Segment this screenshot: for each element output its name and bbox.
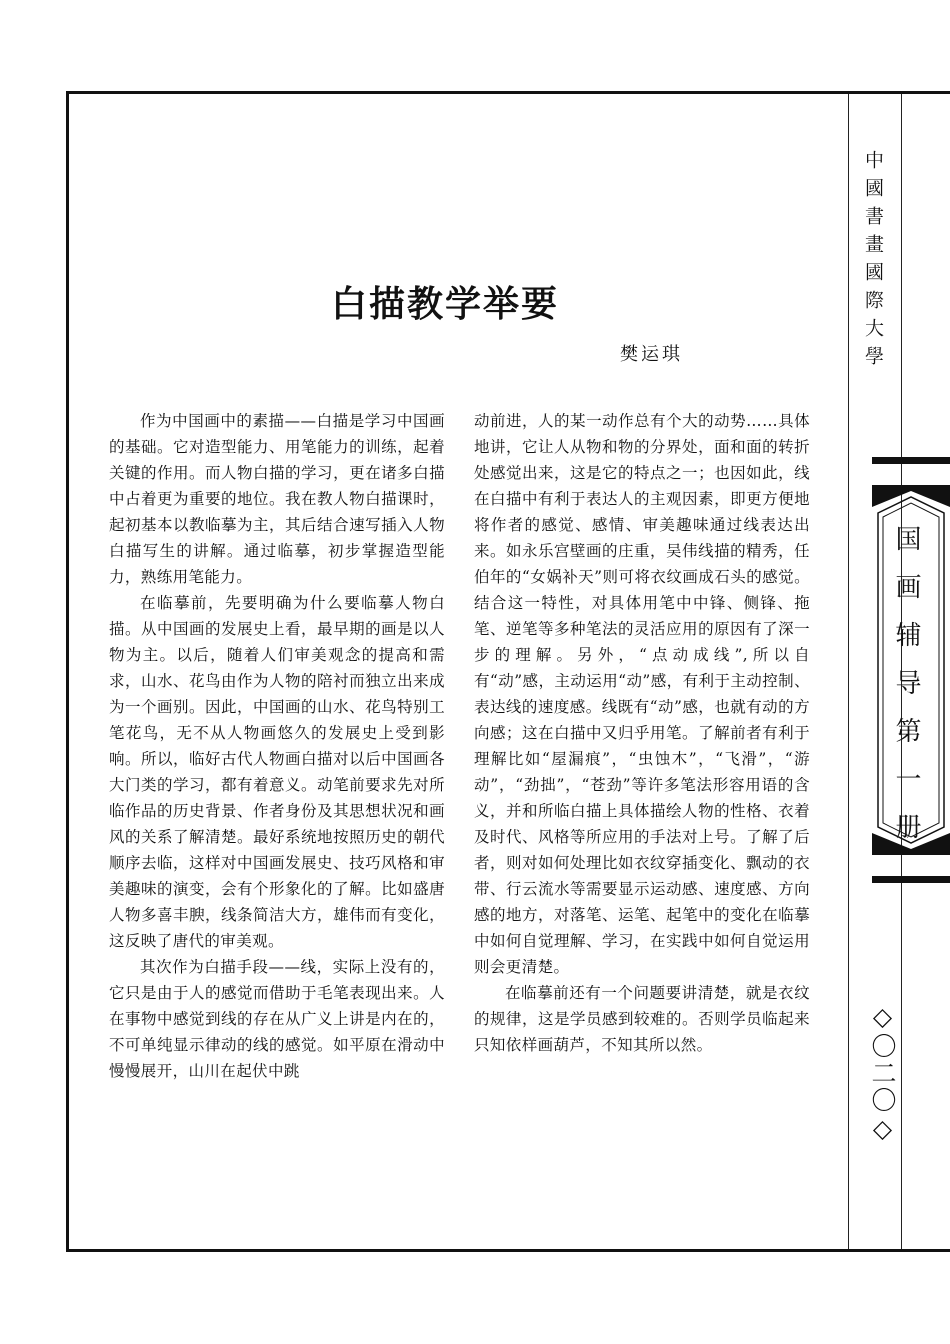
- journal-name: 中國書畫國際大學: [862, 150, 884, 374]
- page-number: ◇〇二〇◇: [868, 1002, 897, 1145]
- paragraph: 在临摹前，先要明确为什么要临摹人物白描。从中国画的发展史上看，最早期的画是以人物为主。以后，随着人们审美观念的提高和需求，山水、花鸟由作为人物的陪衬而独立出来成为一个画别。因此，中国画的山水、花鸟特别工笔花鸟，无不从人物画悠久的发展史上受到影响。所以，临好古代人物画白描对以后中国画各大门类的学习，都有着意义。动笔前要求先对所临作品的历史背景、作者身份及其思想状况和画风的关系了解清楚。最好系统地按照历史的朝代顺序去临，这样对中国画发展史、技巧风格和审美趣味的演变，会有个形象化的了解。比如盛唐人物多喜丰腴，线条简洁大方，雄伟而有变化，这反映了唐代的审美观。: [109, 594, 445, 950]
- frame-bottom-border: [66, 1249, 950, 1252]
- section-title: 国画辅导第一册: [891, 525, 921, 861]
- text-column-right: [474, 408, 810, 1058]
- paragraph: 作为中国画中的素描——白描是学习中国画的基础。它对造型能力、用笔能力的训练，起着关键的作用。而人物白描的学习，更在诸多白描中占着更为重要的地位。我在教人物白描课时，起初基本以教临摹为主，其后结合速写插入人物白描写生的讲解。通过临摹，初步掌握造型能力，熟练用笔能力。: [109, 412, 445, 586]
- paragraph: 其次作为白描手段——线，实际上没有的，它只是由于人的感觉而借助于毛笔表现出来。人在事物中感觉到线的存在从广义上讲是内在的，不可单纯显示律动的线的感觉。如平原在滑动中慢慢展开，山川在起伏中跳: [109, 958, 445, 1080]
- sidebar-divider-left: [848, 94, 849, 1249]
- article-author: 樊运琪: [620, 344, 683, 365]
- text-column-left: [109, 408, 445, 1084]
- section-bar-top: [872, 457, 950, 464]
- frame-left-border: [66, 91, 69, 1252]
- paragraph: 动前进，人的某一动作总有个大的动势……具体地讲，它让人从物和物的分界处，面和面的转折处感觉出来，这是它的特点之一；也因如此，线在白描中有利于表达人的主观因素，即更方便地将作者的感觉、感情、审美趣味通过线表达出来。如永乐宫壁画的庄重，吴伟线描的精秀，任伯年的“女娲补天”则可将衣纹画成石头的感觉。结合这一特性，对具体用笔中中锋、侧锋、拖笔、逆笔等多种笔法的灵活应用的原因有了深一步的理解。另外，“点动成线”,所以自有“动”感，主动运用“动”感，有利于主动控制、表达线的速度感。线既有“动”感，也就有动的方向感；这在白描中又归乎用笔。了解前者有利于理解比如“屋漏痕”，“虫蚀木”，“飞滑”，“游动”，“劲拙”，“苍劲”等许多笔法形容用语的含义，并和所临白描上具体描绘人物的性格、衣着及时代、风格等所应用的手法对上号。了解了后者，则对如何处理比如衣纹穿插变化、飘动的衣带、行云流水等需要显示运动感、速度感、方向感的地方，对落笔、运笔、起笔中的变化在临摹中如何自觉理解、学习，在实践中如何自觉运用则会更清楚。: [474, 412, 810, 976]
- section-bar-bottom: [872, 876, 950, 883]
- article-title: 白描教学举要: [330, 283, 559, 326]
- frame-top-border: [66, 91, 950, 94]
- paragraph: 在临摹前还有一个问题要讲清楚，就是衣纹的规律，这是学员感到较难的。否则学员临起来只知依样画葫芦，不知其所以然。: [474, 984, 810, 1054]
